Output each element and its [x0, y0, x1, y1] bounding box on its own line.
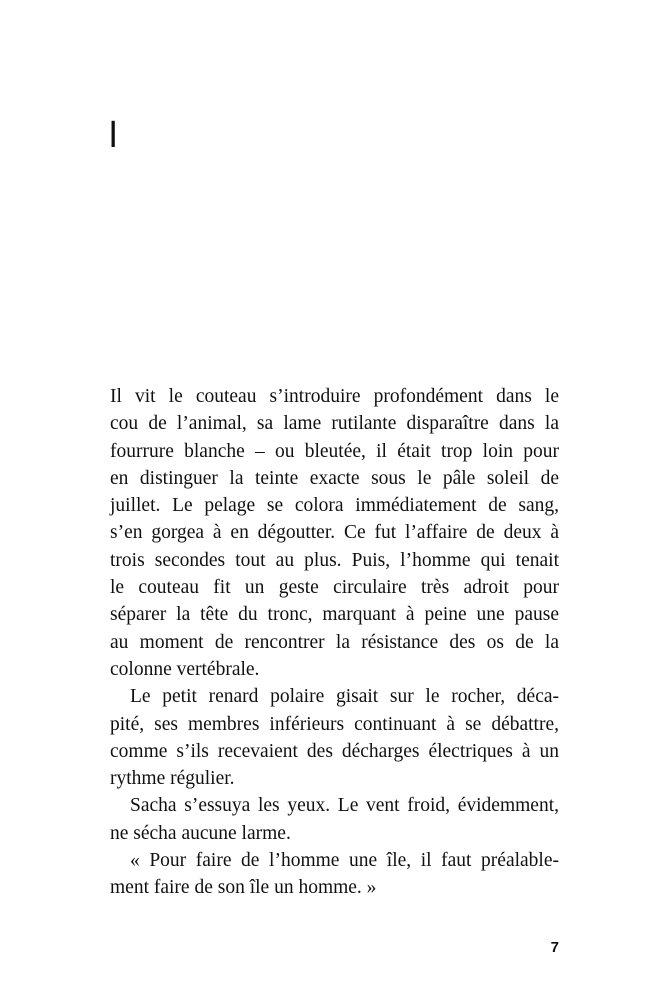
page-number: 7 — [550, 939, 559, 956]
text-line: au moment de rencontrer la résistance des os de la — [110, 631, 559, 653]
text-line: cou de l’animal, sa lame rutilante disparaître dans la — [110, 413, 559, 435]
text-line: Le petit renard polaire gisait sur le rocher, déca- — [130, 686, 559, 708]
text-line: s’en gorgea à en dégoutter. Ce fut l’affaire de deux à — [110, 522, 559, 544]
text-line: fourrure blanche – ou bleutée, il était trop loin pour — [110, 440, 559, 462]
text-line: trois secondes tout au plus. Puis, l’homme qui tenait — [110, 549, 559, 571]
text-line: ne sécha aucune larme. — [110, 822, 291, 844]
text-line: Il vit le couteau s’introduire profondément dans le — [110, 386, 559, 407]
text-line: comme s’ils recevaient des décharges électriques à un — [110, 740, 559, 762]
body-text — [110, 383, 559, 902]
text-line: pité, ses membres inférieurs continuant à se débattre, — [110, 713, 559, 735]
text-line: juillet. Le pelage se colora immédiatement de sang, — [110, 495, 559, 517]
text-line: ment faire de son île un homme. » — [110, 877, 377, 899]
text-line: colonne vertébrale. — [110, 658, 260, 680]
text-line: « Pour faire de l’homme une île, il faut préalable- — [130, 850, 559, 872]
text-line: Sacha s’essuya les yeux. Le vent froid, évidemment, — [130, 795, 559, 817]
text-line: séparer la tête du tronc, marquant à peine une pause — [110, 604, 559, 626]
text-line: le couteau fit un geste circulaire très adroit pour — [110, 577, 559, 599]
chapter-number: I — [110, 114, 117, 156]
text-line: en distinguer la teinte exacte sous le pâle soleil de — [110, 467, 559, 489]
text-line: rythme régulier. — [110, 768, 235, 790]
